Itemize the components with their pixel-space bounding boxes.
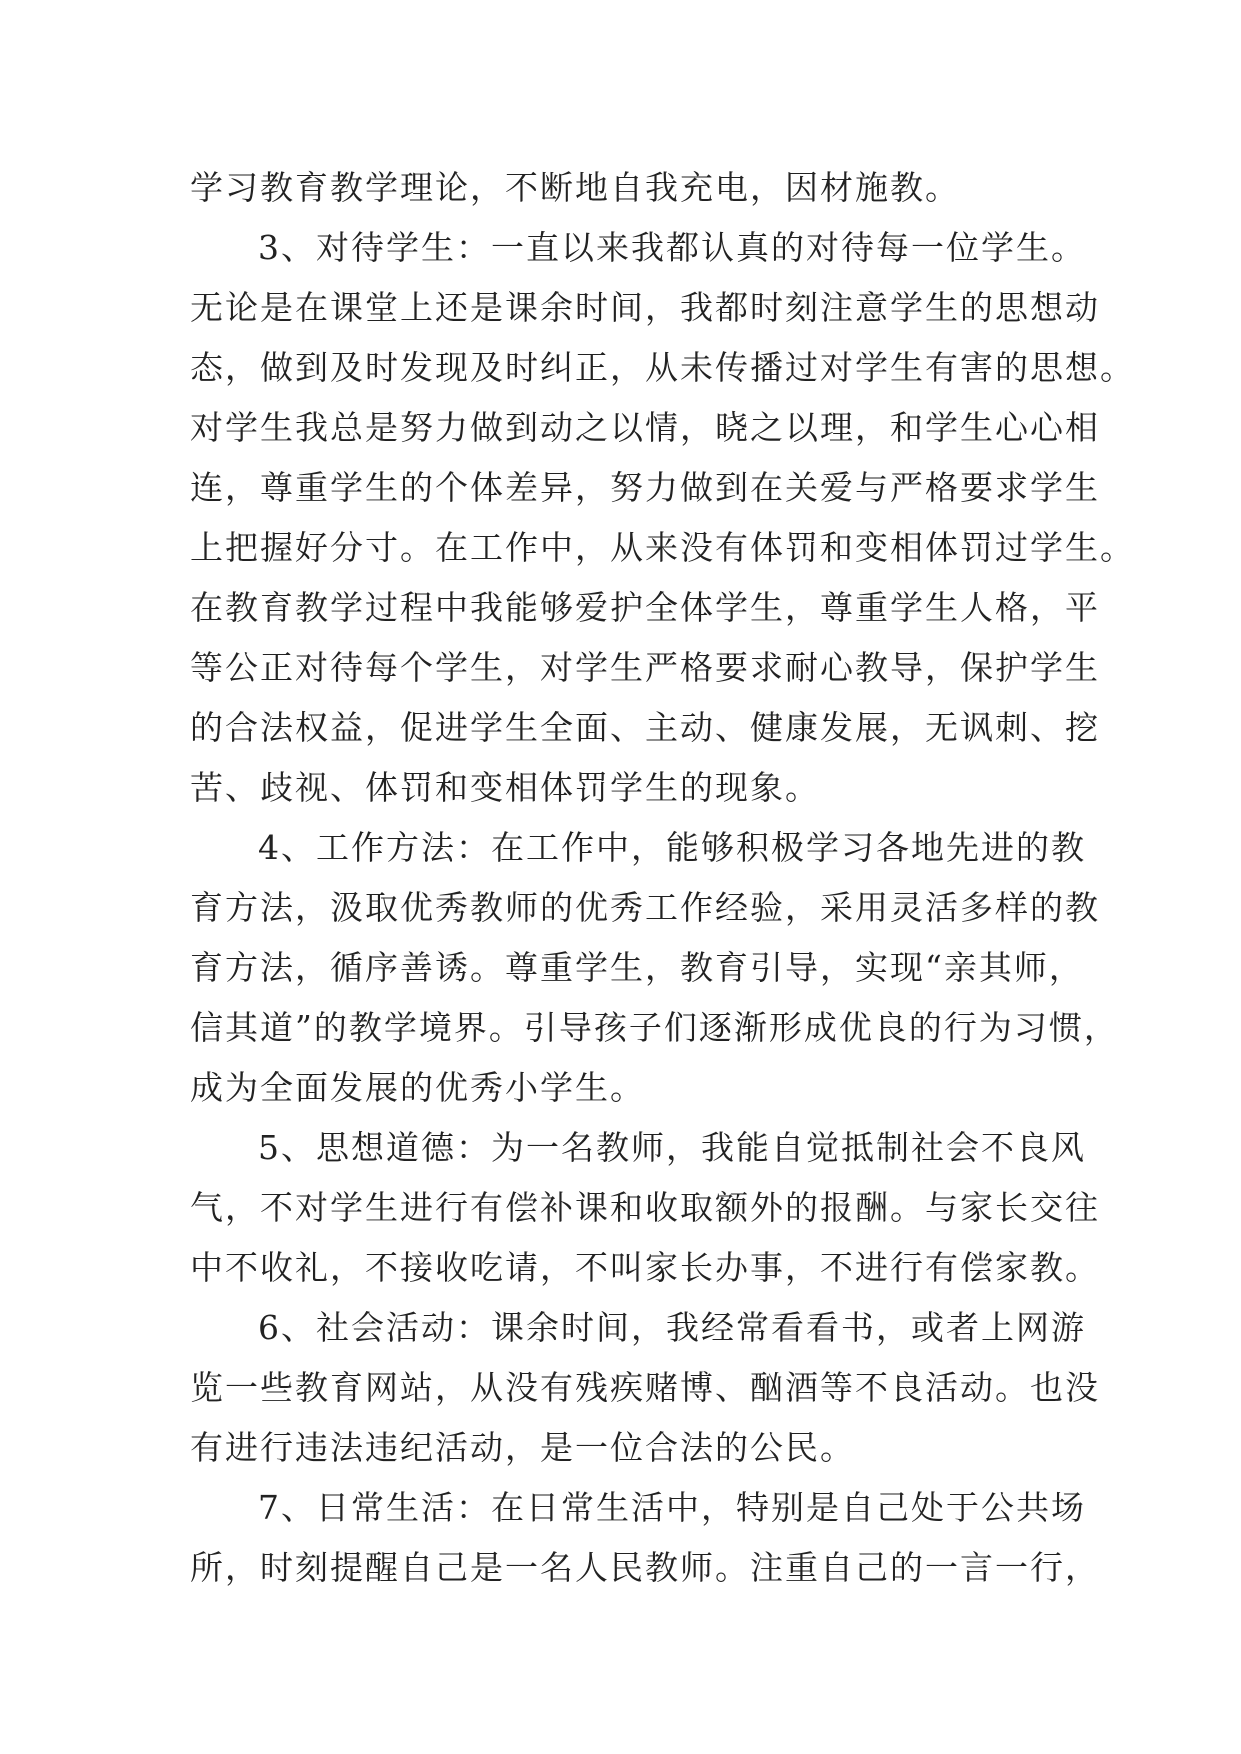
text-line: 上把握好分寸。在工作中，从来没有体罚和变相体罚过学生。: [190, 528, 1135, 567]
body-text: [190, 158, 1135, 1598]
text-line: 信其道”的教学境界。引导孩子们逐渐形成优良的行为习惯，: [190, 1008, 1119, 1047]
text-line: 气，不对学生进行有偿补课和收取额外的报酬。与家长交往: [190, 1188, 1100, 1227]
text-line: 对学生我总是努力做到动之以情，晓之以理，和学生心心相: [190, 408, 1100, 447]
text-line: 无论是在课堂上还是课余时间，我都时刻注意学生的思想动: [190, 288, 1100, 327]
text-line: 成为全面发展的优秀小学生。: [190, 1068, 645, 1107]
paragraph-6-start: 6、社会活动：课余时间，我经常看看书，或者上网游: [258, 1308, 1086, 1347]
paragraph-4-start: 4、工作方法：在工作中，能够积极学习各地先进的教: [258, 828, 1086, 867]
text-line: 苦、歧视、体罚和变相体罚学生的现象。: [190, 768, 820, 807]
text-line: 育方法，循序善诱。尊重学生，教育引导，实现“亲其师，: [190, 948, 1084, 987]
paragraph-3-start: 3、对待学生：一直以来我都认真的对待每一位学生。: [258, 228, 1086, 267]
text-line: 的合法权益，促进学生全面、主动、健康发展，无讽刺、挖: [190, 708, 1100, 747]
text-line: 所，时刻提醒自己是一名人民教师。注重自己的一言一行，: [190, 1548, 1100, 1587]
text-line: 连，尊重学生的个体差异，努力做到在关爱与严格要求学生: [190, 468, 1100, 507]
text-line: 览一些教育网站，从没有残疾赌博、酗酒等不良活动。也没: [190, 1368, 1100, 1407]
text-line: 有进行违法违纪活动，是一位合法的公民。: [190, 1428, 855, 1467]
paragraph-5-start: 5、思想道德：为一名教师，我能自觉抵制社会不良风: [258, 1128, 1086, 1167]
text-line: 态，做到及时发现及时纠正，从未传播过对学生有害的思想。: [190, 348, 1135, 387]
text-line: 中不收礼，不接收吃请，不叫家长办事，不进行有偿家教。: [190, 1248, 1100, 1287]
text-line: 育方法，汲取优秀教师的优秀工作经验，采用灵活多样的教: [190, 888, 1100, 927]
text-line: 等公正对待每个学生，对学生严格要求耐心教导，保护学生: [190, 648, 1100, 687]
text-line: 学习教育教学理论，不断地自我充电，因材施教。: [190, 168, 960, 207]
text-line: 在教育教学过程中我能够爱护全体学生，尊重学生人格，平: [190, 588, 1100, 627]
paragraph-7-start: 7、日常生活：在日常生活中，特别是自己处于公共场: [258, 1488, 1086, 1527]
